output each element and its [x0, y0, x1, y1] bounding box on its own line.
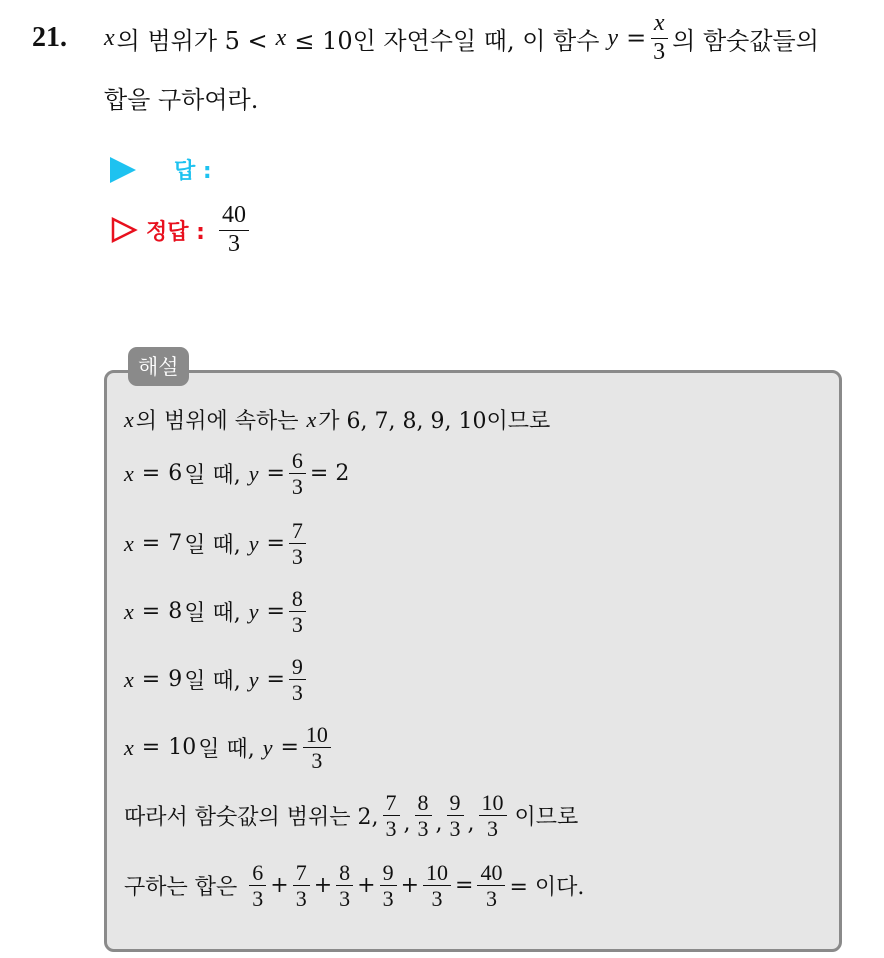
fraction	[289, 518, 306, 570]
fraction	[249, 860, 266, 912]
var-x: x	[124, 530, 134, 556]
fraction-numerator: x	[651, 10, 668, 39]
fraction-numerator: 8	[415, 790, 432, 816]
equals-sign: =	[141, 667, 161, 693]
case-tail: = 2	[309, 461, 350, 487]
answer-row	[110, 154, 212, 185]
fraction-numerator: 40	[219, 202, 249, 231]
play-icon	[110, 157, 136, 183]
equals-sign: =	[141, 531, 161, 557]
case-x-value: 7	[168, 531, 183, 557]
fraction-denominator: 3	[653, 38, 666, 65]
plus-sign: +	[357, 873, 376, 899]
problem-text: ≤ 10인 자연수일 때, 이 함수	[294, 26, 600, 55]
case-line	[124, 654, 310, 706]
comma: ,	[403, 810, 411, 836]
plus-sign: +	[270, 873, 289, 899]
fraction	[289, 448, 306, 500]
case-text: 일 때,	[184, 601, 241, 627]
fraction	[289, 654, 306, 706]
problem-text: 의 범위가 5 <	[116, 26, 268, 55]
sum-line	[124, 860, 584, 912]
outline-play-icon	[110, 216, 138, 244]
case-line	[124, 586, 310, 638]
case-x-value: 10	[168, 735, 197, 761]
fraction-denominator: 3	[291, 612, 303, 638]
var-x: x	[104, 24, 115, 51]
equals-sign: =	[280, 735, 299, 761]
equals-sign: =	[455, 873, 474, 899]
range-text: 따라서 함숫값의 범위는 2,	[124, 805, 379, 831]
var-y: y	[607, 24, 619, 51]
correct-answer-label: 정답 :	[146, 219, 205, 245]
fraction-numerator: 8	[336, 860, 353, 886]
fraction-denominator: 3	[449, 816, 461, 842]
fraction-numerator: 10	[423, 860, 451, 886]
answer-label: 답 :	[174, 159, 212, 184]
fraction	[477, 860, 505, 912]
problem-text-line-2	[104, 80, 258, 115]
fraction-denominator: 3	[431, 886, 443, 912]
fraction-numerator: 9	[380, 860, 397, 886]
fraction	[336, 860, 353, 912]
problem-text-line-1	[104, 10, 819, 66]
fraction-numerator: 9	[447, 790, 464, 816]
var-x: x	[124, 406, 134, 432]
sum-suffix: = 이다.	[509, 875, 585, 901]
equals-sign: =	[626, 24, 647, 53]
var-x: x	[275, 24, 287, 51]
var-x: x	[124, 598, 134, 624]
fraction-denominator: 3	[417, 816, 429, 842]
case-text: 일 때,	[184, 533, 241, 559]
fraction	[289, 586, 306, 638]
var-y: y	[248, 530, 259, 556]
fraction	[479, 790, 507, 842]
fraction	[380, 860, 397, 912]
var-y: y	[248, 666, 259, 692]
equals-sign: =	[141, 461, 161, 487]
case-x-value: 6	[168, 461, 183, 487]
fraction-denominator: 3	[485, 886, 497, 912]
var-x: x	[124, 734, 134, 760]
case-line	[124, 518, 310, 570]
case-text: 일 때,	[198, 737, 255, 763]
fraction	[303, 722, 331, 774]
solution-text: 가 6, 7, 8, 9, 10이므로	[318, 409, 551, 434]
equals-sign: =	[266, 531, 285, 557]
fraction-denominator: 3	[227, 230, 240, 257]
correct-answer-row	[110, 202, 253, 258]
plus-sign: +	[400, 873, 420, 899]
fraction-denominator: 3	[339, 886, 351, 912]
equals-sign: =	[141, 735, 161, 761]
case-line	[124, 448, 349, 500]
fraction-numerator: 9	[289, 654, 306, 680]
case-x-value: 8	[168, 599, 183, 625]
var-y: y	[248, 460, 259, 486]
fraction	[383, 790, 400, 842]
var-x: x	[124, 666, 134, 692]
range-suffix: 이므로	[514, 805, 579, 831]
fraction-numerator: 10	[303, 722, 331, 748]
solution-tag: 해설	[128, 347, 189, 386]
fraction-denominator: 3	[291, 544, 303, 570]
fraction-numerator: 7	[293, 860, 310, 886]
fraction-numerator: 7	[383, 790, 400, 816]
var-x: x	[306, 406, 317, 432]
fraction-denominator: 3	[295, 886, 307, 912]
fraction-denominator: 3	[311, 748, 323, 774]
case-text: 일 때,	[184, 463, 241, 489]
var-x: x	[124, 460, 134, 486]
fraction-denominator: 3	[385, 816, 397, 842]
correct-answer-value	[219, 202, 249, 258]
fraction-denominator: 3	[291, 474, 303, 500]
fraction	[650, 10, 668, 66]
fraction-numerator: 7	[289, 518, 306, 544]
plus-sign: +	[313, 873, 333, 899]
equals-sign: =	[266, 667, 285, 693]
comma: ,	[467, 810, 475, 836]
fraction	[293, 860, 310, 912]
range-line	[124, 790, 578, 842]
fraction-numerator: 8	[289, 586, 306, 612]
fraction	[423, 860, 451, 912]
case-x-value: 9	[168, 667, 183, 693]
case-text: 일 때,	[184, 669, 241, 695]
var-y: y	[262, 734, 273, 760]
fraction-denominator: 3	[291, 680, 303, 706]
problem-text: 합을 구하여라.	[104, 86, 259, 114]
case-line	[124, 722, 335, 774]
fraction	[447, 790, 464, 842]
fraction-denominator: 3	[487, 816, 498, 842]
comma: ,	[435, 810, 443, 836]
problem-number: 21.	[32, 22, 67, 53]
equals-sign: =	[266, 599, 285, 625]
var-y: y	[248, 598, 259, 624]
fraction-numerator: 10	[479, 790, 507, 816]
fraction-denominator: 3	[252, 886, 264, 912]
solution-text: 의 범위에 속하는	[135, 409, 299, 434]
equals-sign: =	[266, 461, 285, 487]
fraction-numerator: 6	[289, 448, 306, 474]
fraction-denominator: 3	[382, 886, 394, 912]
fraction	[415, 790, 432, 842]
sum-text: 구하는 합은	[124, 875, 238, 901]
fraction-numerator: 6	[249, 860, 266, 886]
fraction-numerator: 40	[477, 860, 505, 886]
problem-text: 의 함숫값들의	[672, 26, 819, 55]
equals-sign: =	[141, 599, 161, 625]
solution-line-1	[124, 404, 550, 435]
